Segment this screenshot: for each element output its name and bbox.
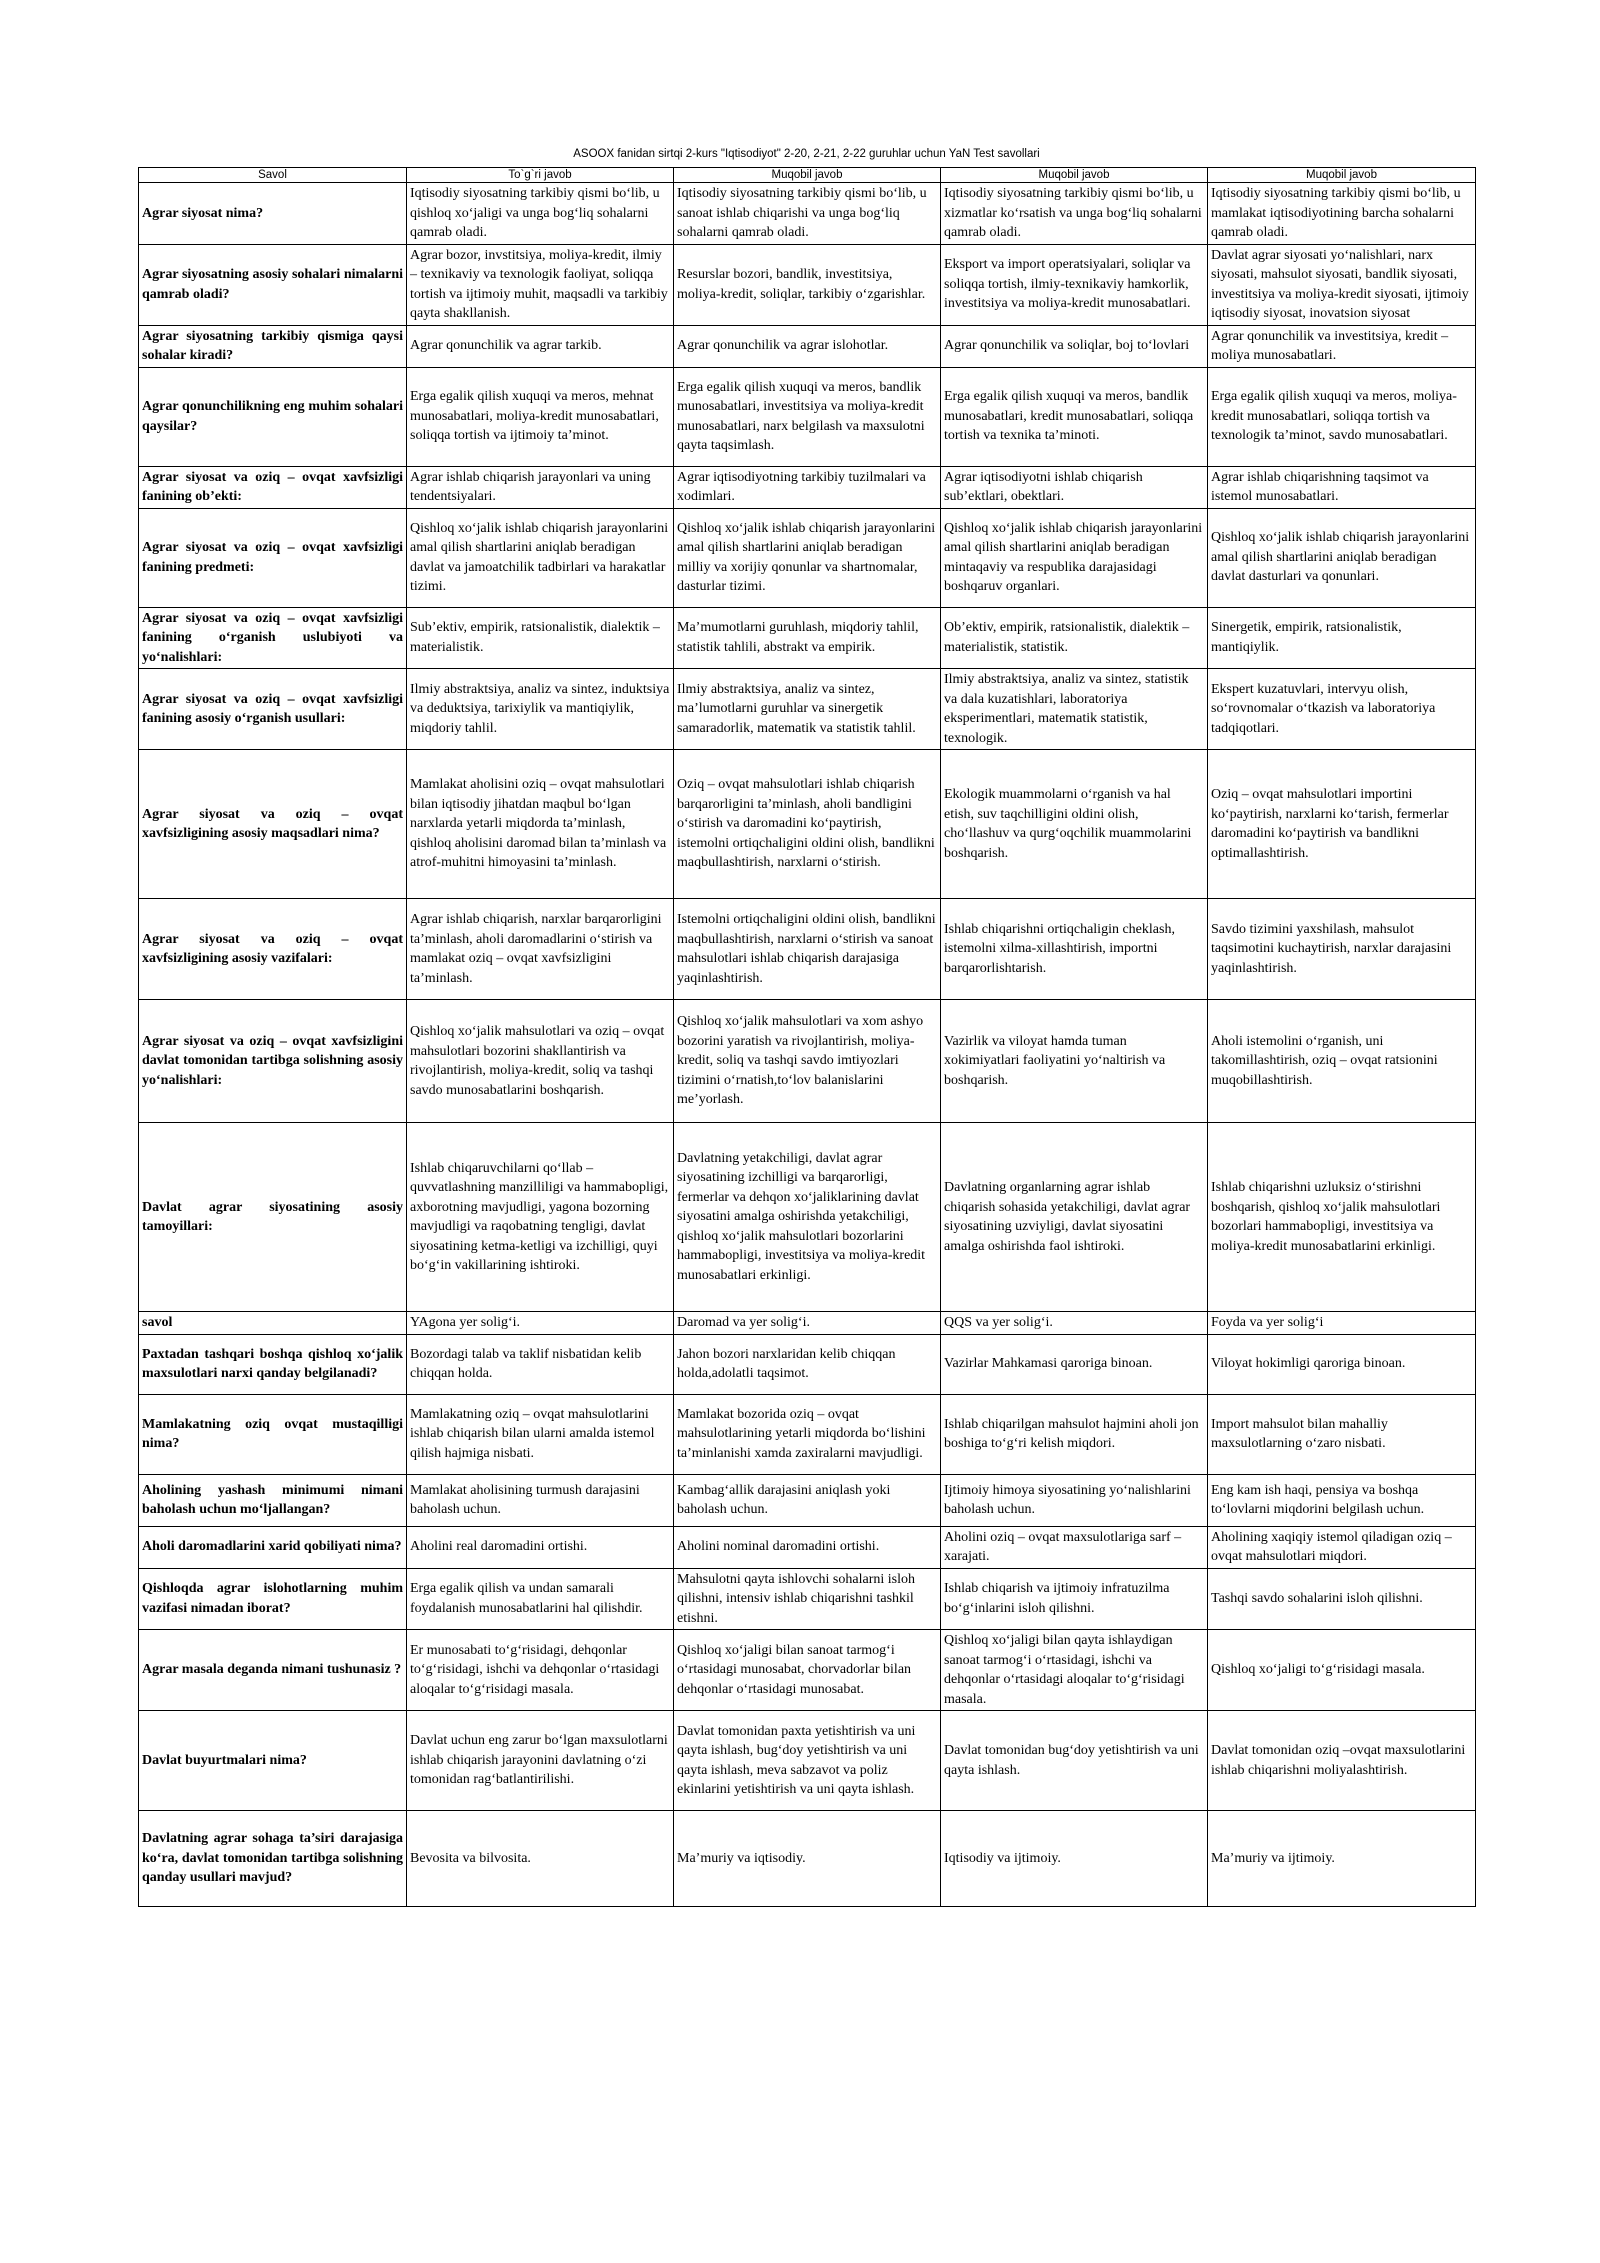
alternative-answer-3-cell: Davlat agrar siyosati yo‘nalishlari, narx siyosati, mahsulot siyosati, bandlik siyosati, investitsiya va moliya-kredit siyosati, ijtimoiy iqtisodiy siyosat, inovatsion siyosat	[1208, 244, 1476, 325]
alternative-answer-1-cell: Resurslar bozori, bandlik, investitsiya, moliya-kredit, soliqlar, tarkibiy o‘zgarishlar.	[674, 244, 941, 325]
correct-answer-cell: Erga egalik qilish xuquqi va meros, mehnat munosabatlari, moliya-kredit munosabatlari, soliqqa tortish va ijtimoiy ta’minot.	[407, 367, 674, 466]
alternative-answer-3-cell: Aholi istemolini o‘rganish, uni takomillashtirish, oziq – ovqat ratsionini muqobillashtirish.	[1208, 1000, 1476, 1123]
table-row	[139, 607, 1476, 669]
alternative-answer-1-cell: Davlatning yetakchiligi, davlat agrar siyosatining izchilligi va barqarorligi, fermerlar va dehqon xo‘jaliklarining davlat siyosatini amalga oshirishda yetakchiligi, qishloq xo‘jalik mahsulotlari bozorlarini hammabopligi, investitsiya va moliya-kredit munosabatlari erkinligi.	[674, 1123, 941, 1312]
correct-answer-cell: Agrar bozor, invstitsiya, moliya-kredit, ilmiy – texnikaviy va texnologik faoliyat, soliqqa tortish va ijtimoiy muhit, maqsadli va tarkibiy qayta shakllanish.	[407, 244, 674, 325]
alternative-answer-2-cell: Davlat tomonidan bug‘doy yetishtirish va uni qayta ishlash.	[941, 1711, 1208, 1811]
alternative-answer-3-cell: Agrar ishlab chiqarishning taqsimot va istemol munosabatlari.	[1208, 466, 1476, 508]
table-row	[139, 750, 1476, 899]
column-header-alternative-answer-2: Muqobil javob	[941, 168, 1208, 183]
question-cell: Agrar siyosat va oziq – ovqat xavfsizligining asosiy maqsadlari nima?	[139, 750, 407, 899]
column-header-question: Savol	[139, 168, 407, 183]
alternative-answer-3-cell: Erga egalik qilish xuquqi va meros, moliya-kredit munosabatlari, soliqqa tortish va texnologik ta’minot, savdo munosabatlari.	[1208, 367, 1476, 466]
question-cell: Qishloqda agrar islohotlarning muhim vazifasi nimadan iborat?	[139, 1568, 407, 1630]
alternative-answer-2-cell: Vazirlik va viloyat hamda tuman xokimiyatlari faoliyatini yo‘naltirish va boshqarish.	[941, 1000, 1208, 1123]
correct-answer-cell: Er munosabati to‘g‘risidagi, dehqonlar to‘g‘risidagi, ishchi va dehqonlar o‘rtasidagi aloqalar to‘g‘risidagi masala.	[407, 1630, 674, 1711]
question-cell: savol	[139, 1312, 407, 1335]
alternative-answer-1-cell: Mamlakat bozorida oziq – ovqat mahsulotlarining yetarli miqdorda bo‘lishini ta’minlanishi xamda zaxiralarni mavjudligi.	[674, 1394, 941, 1474]
table-row	[139, 1711, 1476, 1811]
table-row	[139, 1526, 1476, 1568]
column-header-correct-answer: To`g`ri javob	[407, 168, 674, 183]
alternative-answer-2-cell: Vazirlar Mahkamasi qaroriga binoan.	[941, 1334, 1208, 1394]
correct-answer-cell: Mamlakat aholisini oziq – ovqat mahsulotlari bilan iqtisodiy jihatdan maqbul bo‘lgan narxlarda yetarli miqdorda ta’minlash, qishloq aholisini daromad bilan ta’minlash va atrof-muhitni himoyasini ta’minlash.	[407, 750, 674, 899]
table-row	[139, 899, 1476, 1000]
alternative-answer-1-cell: Ilmiy abstraktsiya, analiz va sintez, ma’lumotlarni guruhlar va sinergetik samaradorlik, matematik va statistik tahlil.	[674, 669, 941, 750]
alternative-answer-2-cell: Ob’ektiv, empirik, ratsionalistik, dialektik – materialistik, statistik.	[941, 607, 1208, 669]
table-row	[139, 1123, 1476, 1312]
alternative-answer-1-cell: Mahsulotni qayta ishlovchi sohalarni isloh qilishni, intensiv ishlab chiqarishni tashkil etishni.	[674, 1568, 941, 1630]
question-cell: Agrar siyosat va oziq – ovqat xavfsizligining asosiy vazifalari:	[139, 899, 407, 1000]
alternative-answer-3-cell: Import mahsulot bilan mahalliy maxsulotlarning o‘zaro nisbati.	[1208, 1394, 1476, 1474]
alternative-answer-2-cell: Agrar iqtisodiyotni ishlab chiqarish sub’ektlari, obektlari.	[941, 466, 1208, 508]
table-row	[139, 1474, 1476, 1526]
alternative-answer-1-cell: Istemolni ortiqchaligini oldini olish, bandlikni maqbullashtirish, narxlarni o‘stirish va sanoat mahsulotlari ishlab chiqarish darajasiga yaqinlashtirish.	[674, 899, 941, 1000]
table-row	[139, 669, 1476, 750]
alternative-answer-1-cell: Jahon bozori narxlaridan kelib chiqqan holda,adolatli taqsimot.	[674, 1334, 941, 1394]
alternative-answer-1-cell: Davlat tomonidan paxta yetishtirish va uni qayta ishlash, bug‘doy yetishtirish va uni qayta ishlash, meva sabzavot va poliz ekinlarini yetishtirish va uni qayta ishlash.	[674, 1711, 941, 1811]
alternative-answer-3-cell: Qishloq xo‘jaligi to‘g‘risidagi masala.	[1208, 1630, 1476, 1711]
column-header-alternative-answer-3: Muqobil javob	[1208, 168, 1476, 183]
correct-answer-cell: Ishlab chiqaruvchilarni qo‘llab – quvvatlashning manzilliligi va hammabopligi, axborotning mavjudligi, yagona bozorning mavjudligi va raqobatning tengligi, davlat siyosatining ketma-ketligi va izchilligi, quyi bo‘g‘in vakillarining ishtiroki.	[407, 1123, 674, 1312]
alternative-answer-1-cell: Oziq – ovqat mahsulotlari ishlab chiqarish barqarorligini ta’minlash, aholi bandligini o‘stirish va daromadini ko‘paytirish, istemolni ortiqchaligini oldini olish, bandlikni maqbullashtirish, narxlarni o‘stirish.	[674, 750, 941, 899]
alternative-answer-3-cell: Foyda va yer solig‘i	[1208, 1312, 1476, 1335]
alternative-answer-3-cell: Sinergetik, empirik, ratsionalistik, mantiqiylik.	[1208, 607, 1476, 669]
question-cell: Aholining yashash minimumi nimani baholash uchun mo‘ljallangan?	[139, 1474, 407, 1526]
question-cell: Davlatning agrar sohaga ta’siri darajasiga ko‘ra, davlat tomonidan tartibga solishning qanday usullari mavjud?	[139, 1811, 407, 1907]
question-cell: Mamlakatning oziq ovqat mustaqilligi nima?	[139, 1394, 407, 1474]
document-title: ASOOX fanidan sirtqi 2-kurs "Iqtisodiyot" 2-20, 2-21, 2-22 guruhlar uchun YaN Test savollari	[573, 148, 1040, 160]
alternative-answer-3-cell: Davlat tomonidan oziq –ovqat maxsulotlarini ishlab chiqarishni moliyalashtirish.	[1208, 1711, 1476, 1811]
alternative-answer-1-cell: Ma’mumotlarni guruhlash, miqdoriy tahlil, statistik tahlili, abstrakt va empirik.	[674, 607, 941, 669]
correct-answer-cell: YAgona yer solig‘i.	[407, 1312, 674, 1335]
correct-answer-cell: Erga egalik qilish va undan samarali foydalanish munosabatlarini hal qilishdir.	[407, 1568, 674, 1630]
alternative-answer-1-cell: Daromad va yer solig‘i.	[674, 1312, 941, 1335]
alternative-answer-1-cell: Agrar iqtisodiyotning tarkibiy tuzilmalari va xodimlari.	[674, 466, 941, 508]
table-header-row	[139, 168, 1476, 183]
alternative-answer-2-cell: Ekologik muammolarni o‘rganish va hal etish, suv taqchilligini oldini olish, cho‘llashuv va qurg‘oqchilik muammolarini boshqarish.	[941, 750, 1208, 899]
alternative-answer-1-cell: Iqtisodiy siyosatning tarkibiy qismi bo‘lib, u sanoat ishlab chiqarishi va unga bog‘liq sohalarni qamrab oladi.	[674, 183, 941, 245]
test-questions-table	[138, 167, 1476, 1907]
alternative-answer-3-cell: Savdo tizimini yaxshilash, mahsulot taqsimotini kuchaytirish, narxlar darajasini yaqinlashtirish.	[1208, 899, 1476, 1000]
alternative-answer-1-cell: Agrar qonunchilik va agrar islohotlar.	[674, 325, 941, 367]
table-row	[139, 1811, 1476, 1907]
alternative-answer-2-cell: Erga egalik qilish xuquqi va meros, bandlik munosabatlari, kredit munosabatlari, soliqqa tortish va texnika ta’minoti.	[941, 367, 1208, 466]
correct-answer-cell: Mamlakat aholisining turmush darajasini baholash uchun.	[407, 1474, 674, 1526]
table-row	[139, 1000, 1476, 1123]
alternative-answer-2-cell: QQS va yer solig‘i.	[941, 1312, 1208, 1335]
correct-answer-cell: Ilmiy abstraktsiya, analiz va sintez, induktsiya va deduktsiya, tarixiylik va mantiqiylik, miqdoriy tahlil.	[407, 669, 674, 750]
table-row	[139, 466, 1476, 508]
question-cell: Agrar siyosat va oziq – ovqat xavfsizligi fanining o‘rganish uslubiyoti va yo‘nalishlari:	[139, 607, 407, 669]
alternative-answer-2-cell: Ijtimoiy himoya siyosatining yo‘nalishlarini baholash uchun.	[941, 1474, 1208, 1526]
alternative-answer-3-cell: Eng kam ish haqi, pensiya va boshqa to‘lovlarni miqdorini belgilash uchun.	[1208, 1474, 1476, 1526]
alternative-answer-2-cell: Ilmiy abstraktsiya, analiz va sintez, statistik va dala kuzatishlari, laboratoriya eksperimentlari, matematik statistik, texnologik.	[941, 669, 1208, 750]
correct-answer-cell: Aholini real daromadini ortishi.	[407, 1526, 674, 1568]
question-cell: Agrar siyosat va oziq – ovqat xavfsizligini davlat tomonidan tartibga solishning asosiy yo‘nalishlari:	[139, 1000, 407, 1123]
question-cell: Davlat buyurtmalari nima?	[139, 1711, 407, 1811]
alternative-answer-2-cell: Iqtisodiy va ijtimoiy.	[941, 1811, 1208, 1907]
question-cell: Paxtadan tashqari boshqa qishloq xo‘jalik maxsulotlari narxi qanday belgilanadi?	[139, 1334, 407, 1394]
alternative-answer-1-cell: Kambag‘allik darajasini aniqlash yoki baholash uchun.	[674, 1474, 941, 1526]
question-cell: Agrar qonunchilikning eng muhim sohalari qaysilar?	[139, 367, 407, 466]
question-cell: Agrar siyosatning tarkibiy qismiga qaysi sohalar kiradi?	[139, 325, 407, 367]
alternative-answer-3-cell: Agrar qonunchilik va investitsiya, kredit – moliya munosabatlari.	[1208, 325, 1476, 367]
table-row	[139, 1394, 1476, 1474]
correct-answer-cell: Mamlakatning oziq – ovqat mahsulotlarini ishlab chiqarish bilan ularni amalda istemol qilish hajmiga nisbati.	[407, 1394, 674, 1474]
question-cell: Agrar siyosatning asosiy sohalari nimalarni qamrab oladi?	[139, 244, 407, 325]
correct-answer-cell: Sub’ektiv, empirik, ratsionalistik, dialektik – materialistik.	[407, 607, 674, 669]
question-cell: Agrar siyosat va oziq – ovqat xavfsizligi fanining ob’ekti:	[139, 466, 407, 508]
alternative-answer-3-cell: Aholining xaqiqiy istemol qiladigan oziq – ovqat mahsulotlari miqdori.	[1208, 1526, 1476, 1568]
table-row	[139, 325, 1476, 367]
correct-answer-cell: Davlat uchun eng zarur bo‘lgan maxsulotlarni ishlab chiqarish jarayonini davlatning o‘zi tomonidan rag‘batlantirilishi.	[407, 1711, 674, 1811]
alternative-answer-2-cell: Iqtisodiy siyosatning tarkibiy qismi bo‘lib, u xizmatlar ko‘rsatish va unga bog‘liq sohalarni qamrab oladi.	[941, 183, 1208, 245]
table-body	[139, 183, 1476, 1907]
question-cell: Agrar siyosat va oziq – ovqat xavfsizligi fanining asosiy o‘rganish usullari:	[139, 669, 407, 750]
alternative-answer-2-cell: Qishloq xo‘jaligi bilan qayta ishlaydigan sanoat tarmog‘i o‘rtasidagi, ishchi va dehqonlar o‘rtasidagi aloqalar to‘g‘risidagi masala.	[941, 1630, 1208, 1711]
column-header-alternative-answer-1: Muqobil javob	[674, 168, 941, 183]
question-cell: Agrar masala deganda nimani tushunasiz ?	[139, 1630, 407, 1711]
alternative-answer-2-cell: Ishlab chiqarish va ijtimoiy infratuzilma bo‘g‘inlarini isloh qilishni.	[941, 1568, 1208, 1630]
correct-answer-cell: Bozordagi talab va taklif nisbatidan kelib chiqqan holda.	[407, 1334, 674, 1394]
alternative-answer-3-cell: Iqtisodiy siyosatning tarkibiy qismi bo‘lib, u mamlakat iqtisodiyotining barcha sohalarni qamrab oladi.	[1208, 183, 1476, 245]
alternative-answer-2-cell: Ishlab chiqarilgan mahsulot hajmini aholi jon boshiga to‘g‘ri kelish miqdori.	[941, 1394, 1208, 1474]
table-row	[139, 367, 1476, 466]
table-row	[139, 1312, 1476, 1335]
alternative-answer-1-cell: Qishloq xo‘jalik mahsulotlari va xom ashyo bozorini yaratish va rivojlantirish, moliya-kredit, soliq va tashqi savdo imtiyozlari tizimini o‘rnatish,to‘lov balanislarini me’yorlash.	[674, 1000, 941, 1123]
table-row	[139, 244, 1476, 325]
alternative-answer-2-cell: Aholini oziq – ovqat maxsulotlariga sarf – xarajati.	[941, 1526, 1208, 1568]
alternative-answer-3-cell: Tashqi savdo sohalarini isloh qilishni.	[1208, 1568, 1476, 1630]
table-row	[139, 1568, 1476, 1630]
correct-answer-cell: Qishloq xo‘jalik ishlab chiqarish jarayonlarini amal qilish shartlarini aniqlab beradigan davlat va jamoatchilik tadbirlari va harakatlar tizimi.	[407, 508, 674, 607]
question-cell: Agrar siyosat nima?	[139, 183, 407, 245]
alternative-answer-3-cell: Ma’muriy va ijtimoiy.	[1208, 1811, 1476, 1907]
alternative-answer-2-cell: Davlatning organlarning agrar ishlab chiqarish sohasida yetakchiligi, davlat agrar siyosatining uzviyligi, davlat siyosatini amalga oshirishda faol ishtiroki.	[941, 1123, 1208, 1312]
correct-answer-cell: Bevosita va bilvosita.	[407, 1811, 674, 1907]
table-row	[139, 1334, 1476, 1394]
alternative-answer-1-cell: Aholini nominal daromadini ortishi.	[674, 1526, 941, 1568]
table-row	[139, 508, 1476, 607]
alternative-answer-3-cell: Ekspert kuzatuvlari, intervyu olish, so‘rovnomalar o‘tkazish va laboratoriya tadqiqotlari.	[1208, 669, 1476, 750]
alternative-answer-3-cell: Oziq – ovqat mahsulotlari importini ko‘paytirish, narxlarni ko‘tarish, fermerlar daromadini ko‘paytirish va bandlikni optimallashtirish.	[1208, 750, 1476, 899]
alternative-answer-1-cell: Erga egalik qilish xuquqi va meros, bandlik munosabatlari, investitsiya va moliya-kredit munosabatlari, narx belgilash va maxsulotni qayta taqsimlash.	[674, 367, 941, 466]
question-cell: Aholi daromadlarini xarid qobiliyati nima?	[139, 1526, 407, 1568]
alternative-answer-3-cell: Ishlab chiqarishni uzluksiz o‘stirishni boshqarish, qishloq xo‘jalik mahsulotlari bozorlari hammabopligi, investitsiya va moliya-kredit munosabatlarini erkinligi.	[1208, 1123, 1476, 1312]
alternative-answer-2-cell: Eksport va import operatsiyalari, soliqlar va soliqqa tortish, ilmiy-texnikaviy hamkorlik, investitsiya va moliya-kredit munosabatlari.	[941, 244, 1208, 325]
correct-answer-cell: Iqtisodiy siyosatning tarkibiy qismi bo‘lib, u qishloq xo‘jaligi va unga bog‘liq sohalarni qamrab oladi.	[407, 183, 674, 245]
table-row	[139, 183, 1476, 245]
alternative-answer-3-cell: Qishloq xo‘jalik ishlab chiqarish jarayonlarini amal qilish shartlarini aniqlab beradigan davlat dasturlari va qonunlari.	[1208, 508, 1476, 607]
correct-answer-cell: Agrar qonunchilik va agrar tarkib.	[407, 325, 674, 367]
alternative-answer-2-cell: Qishloq xo‘jalik ishlab chiqarish jarayonlarini amal qilish shartlarini aniqlab beradigan mintaqaviy va respublika darajasidagi boshqaruv organlari.	[941, 508, 1208, 607]
alternative-answer-2-cell: Agrar qonunchilik va soliqlar, boj to‘lovlari	[941, 325, 1208, 367]
correct-answer-cell: Agrar ishlab chiqarish jarayonlari va uning tendentsiyalari.	[407, 466, 674, 508]
question-cell: Davlat agrar siyosatining asosiy tamoyillari:	[139, 1123, 407, 1312]
correct-answer-cell: Qishloq xo‘jalik mahsulotlari va oziq – ovqat mahsulotlari bozorini shakllantirish va rivojlantirish, moliya-kredit, soliq va tashqi savdo munosabatlarini boshqarish.	[407, 1000, 674, 1123]
question-cell: Agrar siyosat va oziq – ovqat xavfsizligi fanining predmeti:	[139, 508, 407, 607]
table-row	[139, 1630, 1476, 1711]
alternative-answer-1-cell: Qishloq xo‘jaligi bilan sanoat tarmog‘i o‘rtasidagi munosabat, chorvadorlar bilan dehqonlar o‘rtasidagi munosabat.	[674, 1630, 941, 1711]
alternative-answer-3-cell: Viloyat hokimligi qaroriga binoan.	[1208, 1334, 1476, 1394]
alternative-answer-2-cell: Ishlab chiqarishni ortiqchaligin cheklash, istemolni xilma-xillashtirish, importni barqarorlishtarish.	[941, 899, 1208, 1000]
alternative-answer-1-cell: Qishloq xo‘jalik ishlab chiqarish jarayonlarini amal qilish shartlarini aniqlab beradigan milliy va xorijiy qonunlar va shartnomalar, dasturlar tizimi.	[674, 508, 941, 607]
alternative-answer-1-cell: Ma’muriy va iqtisodiy.	[674, 1811, 941, 1907]
correct-answer-cell: Agrar ishlab chiqarish, narxlar barqarorligini ta’minlash, aholi daromadlarini o‘stirish va mamlakat oziq – ovqat xavfsizligini ta’minlash.	[407, 899, 674, 1000]
